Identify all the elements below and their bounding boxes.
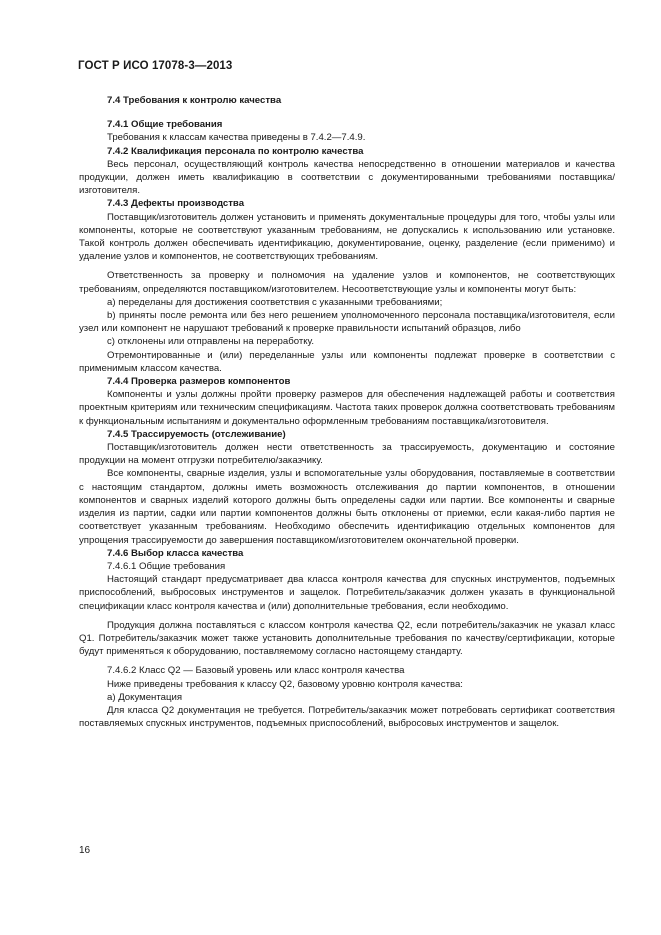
- paragraph: Ответственность за проверку и полномочия на удаление узлов и компонентов, не соответствующих требованиям, определяются поставщиком/изготовителем. Несоответствующие узлы и компоненты могут быть:: [79, 270, 615, 295]
- section-heading: 7.4.1 Общие требования: [107, 119, 223, 131]
- section-heading: 7.4.4 Проверка размеров компонентов: [107, 376, 291, 388]
- paragraph: Продукция должна поставляться с классом контроля качества Q2, если потребитель/заказчик не указал класс Q1. Потребитель/заказчик может также установить дополнительные требования по качеству/сертификации, которые будут применяться к оборудованию, поставляемому согласно настоящему стандарту.: [79, 619, 615, 658]
- paragraph: c) отклонены или отправлены на переработку.: [107, 336, 315, 348]
- section-heading: 7.4.6 Выбор класса качества: [107, 547, 244, 559]
- paragraph: Поставщик/изготовитель должен установить и применять документальные процедуры для того, чтобы узлы или компоненты, которые не соответствуют указанным требованиям, не допускались к использованию или установке. Такой контроль должен обеспечивать идентификацию, документирование, оценку, разделение (если применимо) и удаление узлов и компонентов, не соответствующих требованиям.: [79, 211, 615, 263]
- section-heading: 7.4.3 Дефекты производства: [107, 198, 245, 210]
- paragraph: Для класса Q2 документация не требуется. Потребитель/заказчик может потребовать сертификат соответствия поставляемых спускных инструментов, подъемных приспособлений, выбросовых инструментов и защелок.: [79, 704, 615, 730]
- section-heading: 7.4.2 Квалификация персонала по контролю качества: [107, 145, 364, 157]
- document-body: [79, 94, 615, 730]
- section-heading: 7.4.5 Трассируемость (отслеживание): [107, 428, 286, 440]
- paragraph: Компоненты и узлы должны пройти проверку размеров для обеспечения надлежащей работы и соответствия проектным критериям или техническим спецификациям. Частота таких проверок должна соответствовать требованиям к функциональным испытаниям и документально оформленным требованиям поставщика/изготовителя.: [79, 389, 615, 427]
- section-heading: 7.4 Требования к контролю качества: [107, 95, 282, 106]
- paragraph: 7.4.6.2 Класс Q2 — Базовый уровень или класс контроля качества: [107, 665, 405, 677]
- paragraph: Все компоненты, сварные изделия, узлы и вспомогательные узлы оборудования, поставляемые в соответствии с настоящим стандартом, должны иметь возможность отслеживания до партии компонентов, в отношении компонентов и сварных изделий которого должны быть определены садки или партии. Все компоненты и сварные изделия из партии, садки или партии компонентов должны быть отклонены от приемки, если какая-либо партия не соответствует указанным требованиям. Необходимо обеспечить идентификацию отдельных компонентов для упрощения трассируемости до завершения поставщиком/изготовителем окончательной проверки.: [79, 468, 615, 546]
- page-number: 16: [79, 845, 91, 856]
- page-header: ГОСТ Р ИСО 17078-3—2013: [78, 60, 233, 72]
- paragraph: 7.4.6.1 Общие требования: [107, 560, 226, 572]
- paragraph: a) Документация: [107, 691, 183, 703]
- paragraph: Поставщик/изготовитель должен нести ответственность за трассируемость, документацию и состояние продукции на момент отгрузки потребителю/заказчику.: [79, 442, 615, 467]
- paragraph: b) приняты после ремонта или без него решением уполномоченного персонала поставщика/изготовителя, если узел или компонент не нарушают требований к проверке правильности испытаний образцов, либо: [79, 310, 615, 335]
- paragraph: Весь персонал, осуществляющий контроль качества непосредственно в отношении материалов и качества продукции, должен иметь квалификацию в соответствии с документированными требованиями поставщика/изготовителя.: [79, 158, 615, 197]
- paragraph: Ниже приведены требования к классу Q2, базовому уровню контроля качества:: [107, 678, 463, 690]
- paragraph: Настоящий стандарт предусматривает два класса контроля качества для спускных инструментов, подъемных приспособлений, выбросовых инструментов и защелок. Потребитель/заказчик должен указать в функциональной спецификации класс контроля качества и (или) дополнительные требования, если необходимо.: [79, 574, 615, 612]
- paragraph: Требования к классам качества приведены в 7.4.2—7.4.9.: [107, 132, 366, 144]
- paragraph: a) переделаны для достижения соответствия с указанными требованиями;: [107, 296, 443, 308]
- paragraph: Отремонтированные и (или) переделанные узлы или компоненты подлежат проверке в соответствии с применимым классом качества.: [79, 349, 615, 374]
